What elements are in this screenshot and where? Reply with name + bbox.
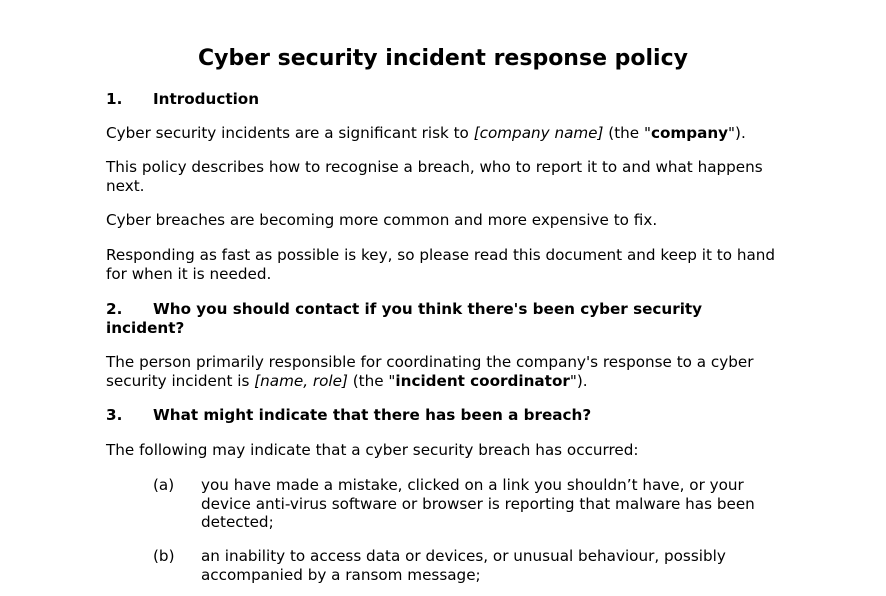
- list-marker: (b): [153, 547, 175, 565]
- defined-term-incident-coordinator: incident coordinator: [395, 371, 570, 390]
- paragraph-respond-fast: Responding as fast as possible is key, so please read this document and keep it to hand for when it is needed.: [106, 246, 776, 283]
- paragraph-breaches-common: Cyber breaches are becoming more common and more expensive to fix.: [106, 211, 658, 229]
- section-heading-contact: [106, 300, 766, 337]
- section-number: 1.: [106, 90, 123, 108]
- section-heading-introduction: [106, 90, 766, 109]
- list-marker: (a): [153, 476, 175, 494]
- section-number: 3.: [106, 406, 123, 424]
- section-heading-breach-indicators: [106, 406, 766, 425]
- section-number: 2.: [106, 300, 123, 318]
- placeholder-name-role: [name, role]: [254, 371, 348, 390]
- list-item-b: [153, 547, 793, 584]
- paragraph-incident-coordinator: The person primarily responsible for coordinating the company's response to a cyber security incident is [name, role] (the "incident coordinator").: [106, 353, 754, 390]
- paragraph-intro-risk: Cyber security incidents are a significant risk to [company name] (the "company").: [106, 124, 746, 142]
- paragraph-policy-description: This policy describes how to recognise a breach, who to report it to and what happens next.: [106, 158, 763, 195]
- section-title: Introduction: [153, 90, 260, 108]
- section-title: Who you should contact if you think there's been cyber security incident?: [106, 300, 703, 337]
- paragraph-following-may-indicate: The following may indicate that a cyber security breach has occurred:: [106, 441, 639, 459]
- list-item-text: an inability to access data or devices, or unusual behaviour, possibly accompanied by a ransom message;: [201, 547, 726, 584]
- section-title: What might indicate that there has been a breach?: [153, 406, 592, 424]
- document-title: Cyber security incident response policy: [198, 46, 688, 71]
- list-item-text: you have made a mistake, clicked on a link you shouldn’t have, or your device anti-virus software or browser is reporting that malware has been detected;: [201, 476, 755, 531]
- placeholder-company-name: [company name]: [473, 124, 604, 142]
- defined-term-company: company: [650, 124, 729, 142]
- list-item-a: [153, 476, 793, 532]
